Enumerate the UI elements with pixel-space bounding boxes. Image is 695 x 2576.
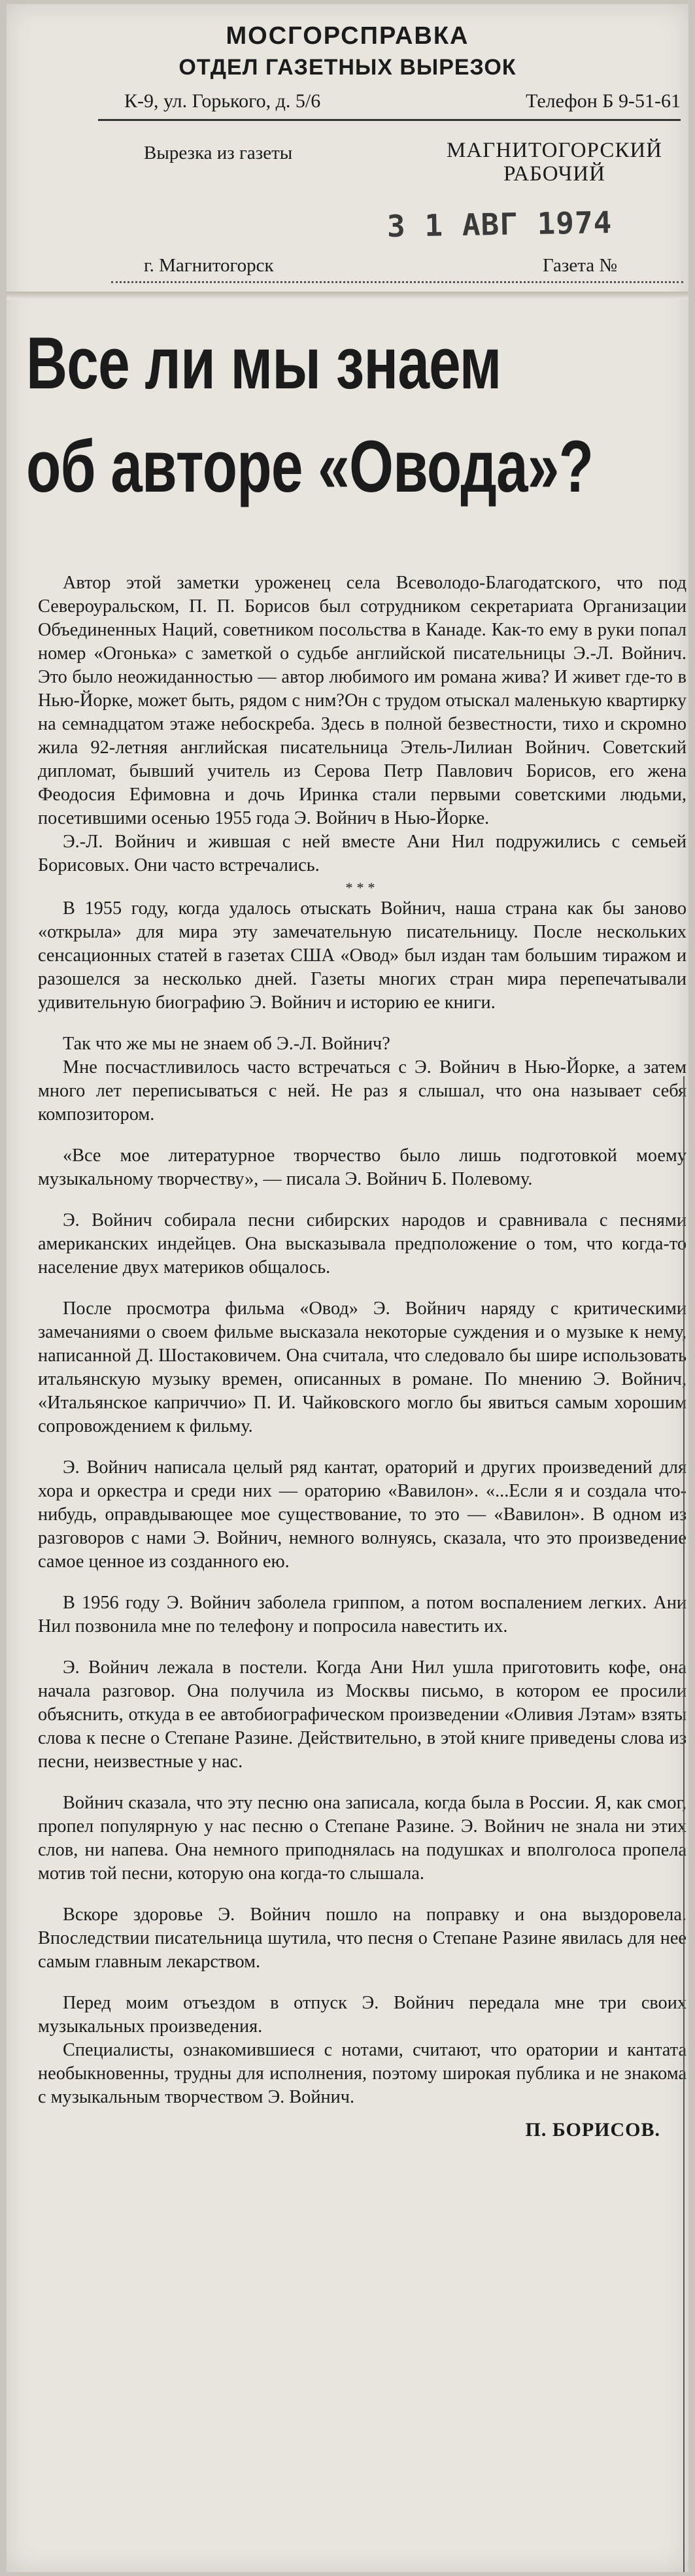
paragraph: Э.-Л. Войнич и жившая с ней вместе Ани Нил подружились с семьей Борисовых. Они часто встречались. bbox=[38, 832, 687, 875]
section-separator: *** bbox=[345, 879, 379, 896]
paragraph: Вскоре здоровье Э. Войнич пошло на поправку и она выздоровела. Впоследствии писательница шутила, что песня о Степане Разине явилась для нее самым главным лекарством. bbox=[38, 1905, 687, 1972]
date-stamp: 3 1 АВГ 1974 bbox=[386, 204, 613, 245]
address: К-9, ул. Горького, д. 5/6 bbox=[124, 90, 321, 112]
paragraph: Войнич сказала, что эту песню она записала, когда была в России. Я, как смог, пропел популярную у нас песню о Степане Разине. Э. Войнич не знала ни этих слов, ни напева. Она немного приподнялась на подушках и вполголоса пропела мотив той песни, которую она когда-то слышала. bbox=[38, 1793, 687, 1884]
newspaper-name-line1: МАГНИТОГОРСКИЙ bbox=[447, 139, 662, 162]
department-name: ОТДЕЛ ГАЗЕТНЫХ ВЫРЕЗОК bbox=[178, 55, 517, 80]
paragraph: Э. Войнич собирала песни сибирских народов и сравнивала с песнями американских индейцев. Она высказывала предположение о том, что когда-то население двух материков общалось. bbox=[38, 1210, 687, 1278]
headline-line2: об авторе «Овода»? bbox=[26, 426, 594, 507]
gazeta-number-label: Газета № bbox=[543, 255, 618, 276]
paragraph: В 1955 году, когда удалось отыскать Войнич, наша страна как бы заново «открыла» для мира эту замечательную писательницу. После нескольких сенсационных статей в газетах США «Овод» был издан там большим тиражом и разошелся за несколько дней. Газеты многих стран мира перепечатывали удивительную биографию Э. Войнич и историю ее книги. bbox=[38, 898, 687, 1013]
paragraph: Специалисты, ознакомившиеся с нотами, считают, что оратории и кантата необыкновенны, трудны для исполнения, поэтому широкая публика и не знакома с музыкальным творчеством Э. Войнич. bbox=[38, 2040, 687, 2107]
paragraph: В 1956 году Э. Войнич заболела гриппом, а потом воспалением легких. Ани Нил позвонила мне по телефону и попросила навестить их. bbox=[38, 1593, 687, 1636]
organization-name: МОСГОРСПРАВКА bbox=[226, 22, 469, 50]
author-signature: П. БОРИСОВ. bbox=[525, 2119, 660, 2141]
phone: Телефон Б 9-51-61 bbox=[526, 90, 681, 112]
paragraph: После просмотра фильма «Овод» Э. Войнич наряду с критическими замечаниями о своем фильме высказала некоторые суждения и о музыке к нему, написанной Д. Шостаковичем. Она считала, что следовало бы шире использовать итальянскую музыку времен, описанных в романе. По мнению Э. Войнич, «Итальянское каприччио» П. И. Чайковского могло бы явиться самым хорошим сопровождением к фильму. bbox=[38, 1298, 687, 1436]
dotted-rule bbox=[111, 281, 683, 283]
paragraph: Э. Войнич лежала в постели. Когда Ани Нил ушла приготовить кофе, она начала разговор. Она получила из Москвы письмо, в котором ее просили объяснить, откуда в ее автобиографическом произведении «Оливия Лэтам» взяты слова к песне о Степане Разине. Действительно, в этой книге приведены слова из песни, неизвестные у нас. bbox=[38, 1657, 687, 1772]
newspaper-name bbox=[443, 139, 666, 186]
paragraph: Автор этой заметки уроженец села Всеволодо-Благодатского, что под Североуральском, П. П. Борисов был сотрудником секретариата Организации Объединенных Наций, советником посольства в Канаде. Как-то ему в руки попал номер «Огонька» с заметкой о судьбе английской писательницы Э.-Л. Войнич. Это было неожиданностью — автор любимого им романа жива? И живет где-то в Нью-Йорке, может быть, рядом с ним?Он с трудом отыскал маленькую квартирку на семнадцатом этаже небоскреба. Здесь в полной безвестности, тихо и скромно жила 92-летняя английская писательница Этель-Лилиан Войнич. Советский дипломат, бывший учитель из Серова Петр Павлович Борисов, его жена Феодосия Ефимовна и дочь Иринка стали первыми советскими людьми, посетившими осенью 1955 года Э. Войнич в Нью-Йорке. bbox=[38, 573, 687, 828]
headline-line1: Все ли мы знаем bbox=[26, 322, 501, 404]
cut-edge bbox=[7, 292, 688, 299]
header-rule bbox=[98, 119, 681, 121]
newspaper-clipping bbox=[7, 4, 688, 2572]
city: г. Магнитогорск bbox=[144, 255, 274, 276]
article-body bbox=[38, 571, 687, 2142]
column-rule bbox=[683, 1076, 685, 2572]
newspaper-name-line2: РАБОЧИЙ bbox=[503, 162, 605, 186]
paragraph: Э. Войнич написала целый ряд кантат, ораторий и других произведений для хора и оркестра и среди них — ораторию «Вавилон». «...Если я и создала что-нибудь, оправдывающее мое существование, то это — «Вавилон». В одном из разговоров с нами Э. Войнич, немного волнуясь, сказала, что это произведение самое ценное из созданного ею. bbox=[38, 1457, 687, 1572]
paragraph: Перед моим отъездом в отпуск Э. Войнич передала мне три своих музыкальных произведения. bbox=[38, 1993, 687, 2037]
paragraph: Так что же мы не знаем об Э.-Л. Войнич? bbox=[63, 1034, 390, 1054]
paragraph: Мне посчастливилось часто встречаться с Э. Войнич в Нью-Йорке, а затем много лет переписываться с ней. Не раз я слышал, что она называет себя композитором. bbox=[38, 1057, 687, 1125]
clipping-label: Вырезка из газеты bbox=[144, 143, 293, 163]
paragraph: «Все мое литературное творчество было лишь подготовкой моему музыкальному творчеству», — писала Э. Войнич Б. Полевому. bbox=[38, 1145, 687, 1189]
